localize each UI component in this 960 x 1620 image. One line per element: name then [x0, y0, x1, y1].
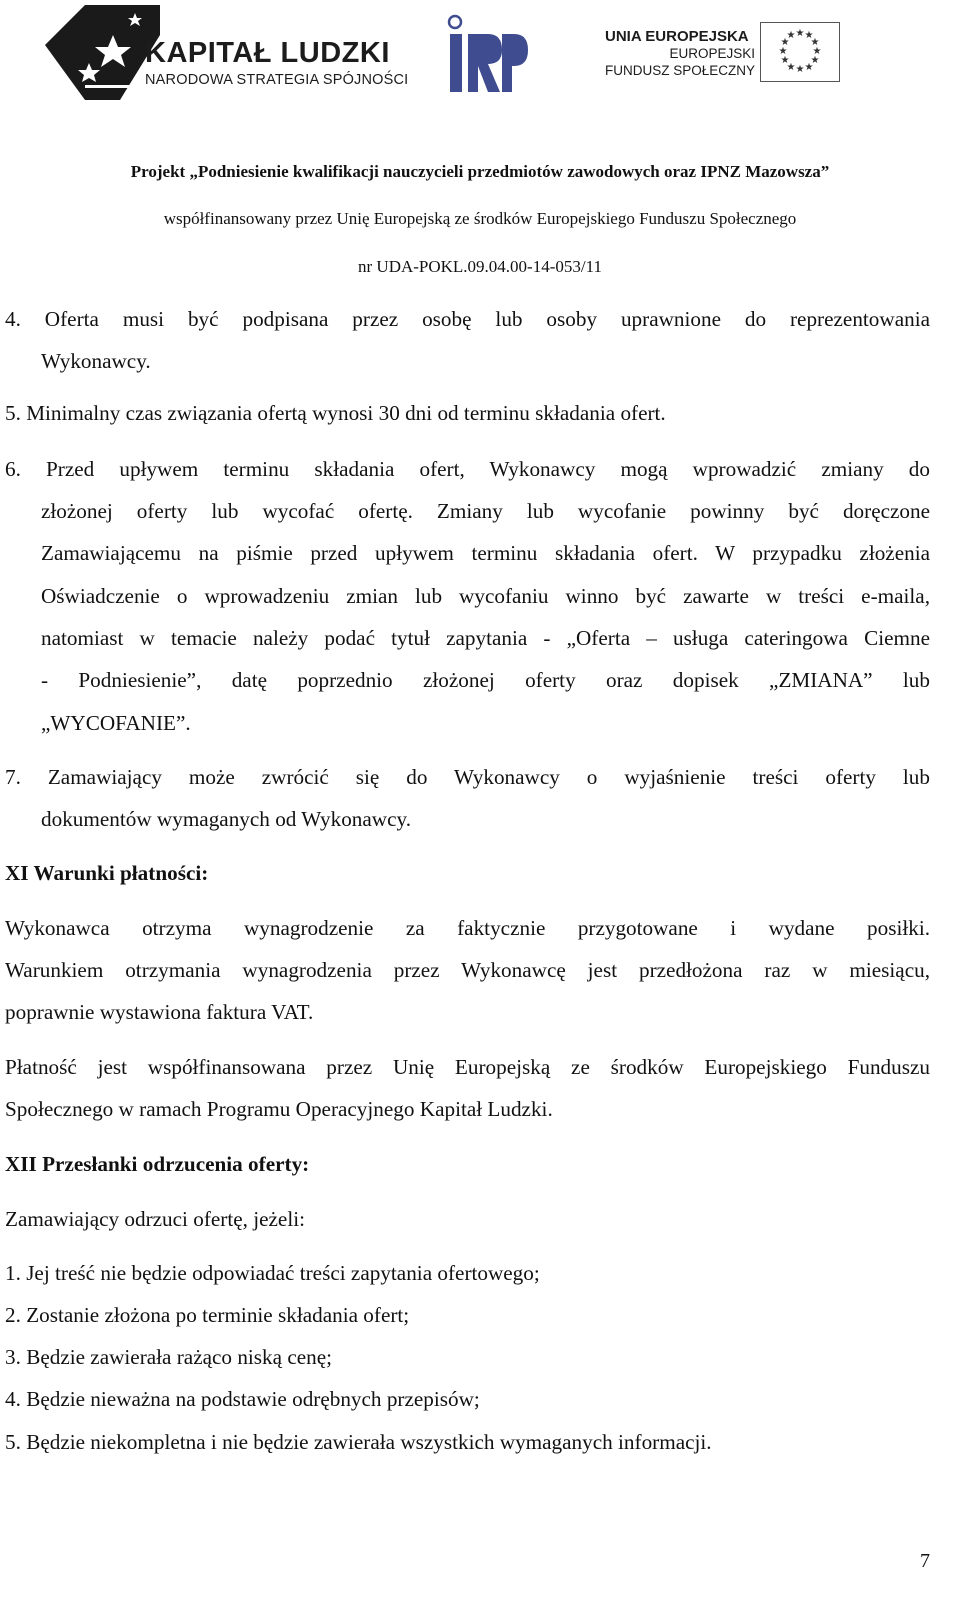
list-item: 1. Jej treść nie będzie odpowiadać treści zapytania ofertowego;: [5, 1261, 540, 1285]
page-number: 7: [920, 1550, 930, 1572]
eu-wordmark: [605, 28, 755, 79]
list-item: 3. Będzie zawierała rażąco niską cenę;: [5, 1345, 333, 1369]
text-line: 5. Minimalny czas związania ofertą wynosi 30 dni od terminu składania ofert.: [5, 401, 666, 425]
kapital-ludzki-title: KAPITAŁ LUDZKI: [145, 37, 390, 69]
svg-text:★: ★: [804, 62, 814, 73]
svg-text:★: ★: [786, 30, 796, 41]
logo-bar: [0, 0, 960, 150]
svg-text:★: ★: [795, 28, 805, 39]
text-line: dokumentów wymaganych od Wykonawcy.: [41, 807, 412, 831]
text-line: Oświadczenie o wprowadzeniu zmian lub wycofaniu winno być zawarte w treści e-maila,: [41, 584, 930, 608]
section-heading-rejection: XII Przesłanki odrzucenia oferty:: [5, 1152, 310, 1176]
text-line: Wykonawcy.: [41, 349, 151, 373]
kapital-ludzki-subtitle: NARODOWA STRATEGIA SPÓJNOŚCI: [145, 72, 409, 88]
text-line: Społecznego w ramach Programu Operacyjnego Kapitał Ludzki.: [5, 1097, 553, 1121]
text-line: 6. Przed upływem terminu składania ofert, Wykonawcy mogą wprowadzić zmiany do: [5, 457, 930, 481]
text-line: poprawnie wystawiona faktura VAT.: [5, 1000, 314, 1024]
text-line: „WYCOFANIE”.: [41, 711, 191, 735]
svg-text:★: ★: [780, 55, 790, 66]
project-title: Projekt „Podniesienie kwalifikacji nauczycieli przedmiotów zawodowych oraz IPNZ Mazowsza”: [130, 162, 830, 181]
text-line: Warunkiem otrzymania wynagrodzenia przez Wykonawcę jest przedłożona raz w miesiącu,: [5, 958, 930, 982]
text-line: Zamawiający odrzuci ofertę, jeżeli:: [5, 1207, 305, 1231]
kapital-ludzki-wordmark: [145, 38, 408, 88]
text-line: Zamawiającemu na piśmie przed upływem terminu składania ofert. W przypadku złożenia: [41, 541, 930, 565]
svg-text:★: ★: [780, 37, 790, 48]
svg-text:★: ★: [810, 37, 820, 48]
text-line: Płatność jest współfinansowana przez Unię Europejską ze środków Europejskiego Funduszu: [5, 1055, 930, 1079]
text-line: 4. Oferta musi być podpisana przez osobę lub osoby uprawnione do reprezentowania: [5, 307, 930, 331]
svg-text:★: ★: [778, 46, 788, 57]
text-line: złożonej oferty lub wycofać ofertę. Zmiany lub wycofanie powinny być doręczone: [41, 499, 930, 523]
eu-flag-logo: [760, 22, 840, 82]
svg-text:★: ★: [786, 62, 796, 73]
svg-text:★: ★: [795, 64, 805, 75]
svg-text:★: ★: [812, 46, 822, 57]
cofinancing-note: współfinansowany przez Unię Europejską ze środków Europejskiego Funduszu Społecznego: [163, 209, 797, 228]
text-line: natomiast w temacie należy podać tytuł zapytania - „Oferta – usługa cateringowa Ciemne: [41, 626, 930, 650]
eu-line-3: FUNDUSZ SPOŁECZNY: [605, 63, 756, 78]
section-heading-payment: XI Warunki płatności:: [5, 861, 209, 885]
text-line: 7. Zamawiający może zwrócić się do Wykonawcy o wyjaśnienie treści oferty lub: [5, 765, 930, 789]
text-line: Wykonawca otrzyma wynagrodzenie za faktycznie przygotowane i wydane posiłki.: [5, 916, 930, 940]
list-item: 2. Zostanie złożona po terminie składania ofert;: [5, 1303, 410, 1327]
svg-text:★: ★: [804, 30, 814, 41]
eu-title: UNIA EUROPEJSKA: [605, 28, 749, 45]
list-item: 5. Będzie niekompletna i nie będzie zawierała wszystkich wymaganych informacji.: [5, 1430, 712, 1454]
project-number: nr UDA-POKL.09.04.00-14-053/11: [358, 257, 602, 276]
irp-logo: [440, 12, 530, 107]
list-item: 4. Będzie nieważna na podstawie odrębnych przepisów;: [5, 1387, 480, 1411]
text-line: - Podniesienie”, datę poprzednio złożonej oferty oraz dopisek „ZMIANA” lub: [41, 668, 930, 692]
eu-line-2: EUROPEJSKI: [669, 46, 756, 61]
svg-text:★: ★: [810, 55, 820, 66]
